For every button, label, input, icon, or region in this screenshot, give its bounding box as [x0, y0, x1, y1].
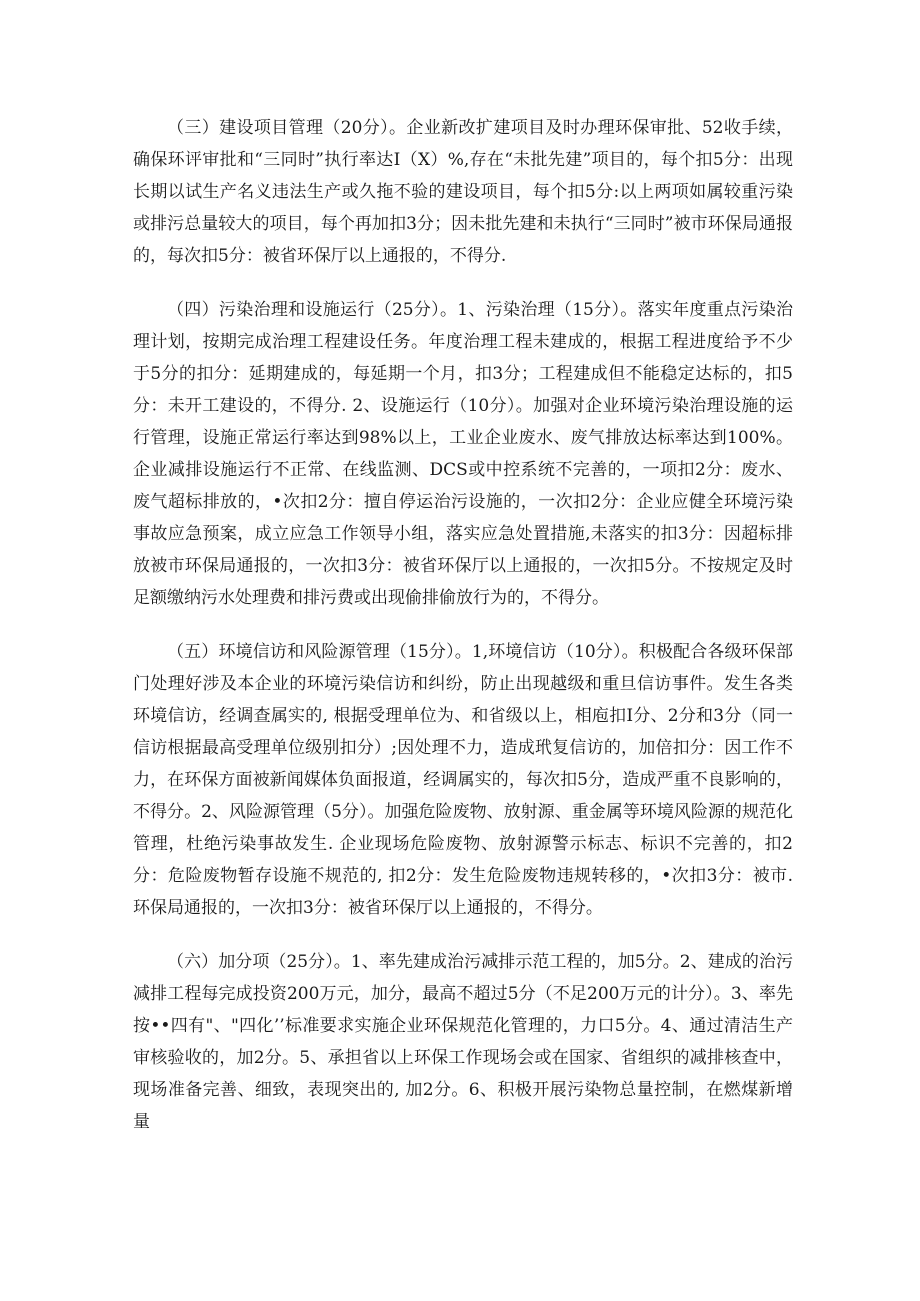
paragraph-petition-risk-source-management: （五）环境信访和风险源管理（15分）。1,环境信访（10分）。积极配合各级环保部门处理好涉及本企业的环境污染信访和纠纷，防止出现越级和重旦信访事件。发生各类环境信访，经调查属实的, 根据受理单位为、和省级以上，相庖扣I分、2分和3分（同一信访根据最高受理单位级别扣分）;因处理不力，造成玳复信访的，加倍扣分：因工作不力，在环保方面被新闻媒体负面报道，经调属实的，每次扣5分，造成严重不良影响的，不得分。2、风险源管理（5分）。加强危险废物、放射源、重金属等环境风险源的规范化管理，杜绝污染事故发生. 企业现场危险废物、放射源警示标志、标识不完善的，扣2分：危险废物暂存设施不规范的, 扣2分：发生危险废物违规转移的，•次扣3分：被市. 环保局通报的，一次扣3分：被省环保厅以上通报的，不得分。	[133, 642, 793, 918]
paragraph-bonus-items: （六）加分项（25分）。1、率先建成治污减排示范工程的，加5分。2、建成的治污减排工程每完成投资200万元，加分，最高不超过5分（不足200万元的计分）。3、率先按••四有"、"四化’’标准要求实施企业环保规范化管理的，力口5分。4、通过清洁生产审核验收的，加2分。5、承担省以上环保工作现场会或在国家、省组织的减排核查中，现场准备完善、细致，表现突出的, 加2分。6、积极开展污染物总量控制，在燃煤新增量	[133, 952, 793, 1132]
paragraph-construction-project-management: （三）建设项目管理（20分）。企业新改扩建项目及时办理环保审批、52收手续，确保环评审批和“三同时”执行率达I（X）%,存在“未批先建”项目的，每个扣5分：出现长期以试生产名义违法生产或久拖不验的建设项目，每个扣5分:以上两项如属较重污染或排污总量较大的项目，每个再加扣3分；因未批先建和未执行“三同时”被市环保局通报的，每次扣5分：被省环保厅以上通报的，不得分.	[133, 118, 793, 266]
document-body	[133, 112, 793, 1138]
paragraph-pollution-control-facility-operation: （四）污染治理和设施运行（25分）。1、污染治理（15分）。落实年度重点污染治理计划，按期完成治理工程建设任务。年度治理工程未建成的，根据工程进度给予不少于5分的扣分：延期建成的，每延期一个月，扣3分；工程建成但不能稳定达标的，扣5分：未开工建设的，不得分. 2、设施运行（10分）。加强对企业环境污染治理设施的运行管理，设施正常运行率达到98%以上，工业企业废水、废气排放达标率达到100%。企业减排设施运行不正常、在线监测、DCS或中控系统不完善的，一项扣2分：废水、废气超标排放的，•次扣2分：擅自停运治污设施的，一次扣2分：企业应健全环境污染事故应急预案，成立应急工作领导小组，落实应急处置措施,未落实的扣3分：因超标排放被市环保局通报的，一次扣3分：被省环保厅以上通报的，一次扣5分。不按规定及时足额缴纳污水处理费和排污费或出现偷排偷放行为的，不得分。	[133, 300, 793, 608]
